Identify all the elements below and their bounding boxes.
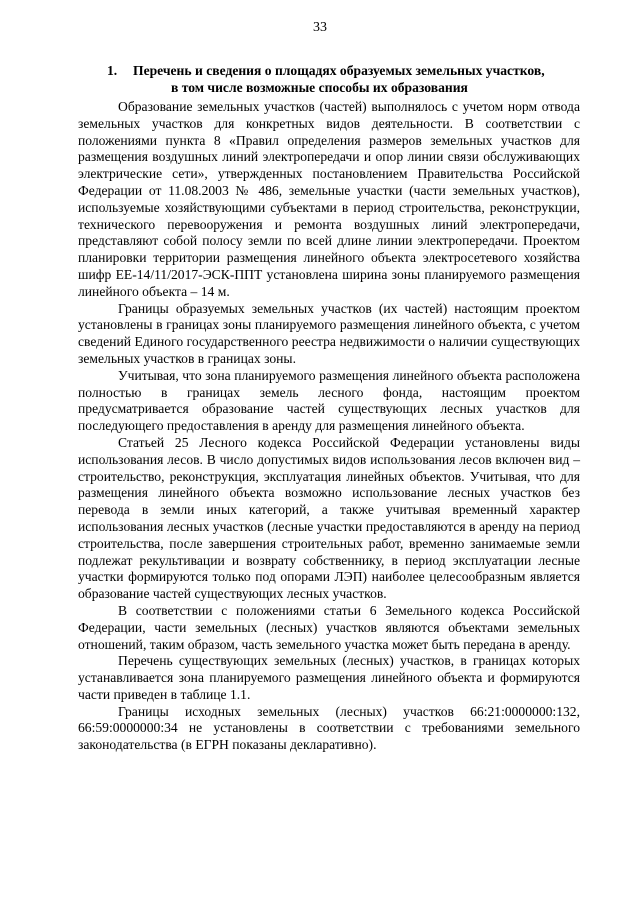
paragraph: Перечень существующих земельных (лесных) участков, в границах которых устанавливается зона планируемого размещения линейного объекта и формируются части приведен в таблице 1.1. [78, 653, 580, 702]
page-number: 33 [313, 20, 327, 35]
section-body [78, 99, 580, 754]
section-title-line-1: Перечень и сведения о площадях образуемых земельных участков, [133, 63, 545, 78]
section-title-line-2: в том числе возможные способы их образования [171, 80, 468, 95]
paragraph: Границы образуемых земельных участков (их частей) настоящим проектом установлены в границах зоны планируемого размещения линейного объекта, с учетом сведений Единого государственного реестра недвижимости о наличии существующих земельных участков в границах зоны. [78, 300, 580, 366]
paragraph: Статьей 25 Лесного кодекса Российской Федерации установлены виды использования лесов. В число допустимых видов использования лесов включен вид – строительство, реконструкция, эксплуатация линейных объектов. Учитывая, что для размещения линейного объекта возможно использование лесных участков без перевода в земли иных категорий, а также учитывая временный характер использования лесных участков (лесные участки предоставляются в аренду на период строительства, после завершения строительных работ, временно занимаемые земли подлежат рекультивации и возврату собственнику, в период эксплуатации лесные участки формируются только под опорами ЛЭП) наиболее целесообразным является образование частей существующих лесных участков. [78, 434, 580, 602]
paragraph: Учитывая, что зона планируемого размещения линейного объекта расположена полностью в границах земель лесного фонда, настоящим проектом предусматривается образование частей существующих лесных участков для последующего предоставления в аренду для размещения линейного объекта. [78, 367, 580, 434]
paragraph: В соответствии с положениями статьи 6 Земельного кодекса Российской Федерации, части земельных (лесных) участков являются объектами земельных отношений, таким образом, часть земельного участка может быть передана в аренду. [78, 602, 580, 652]
section-number: 1. [107, 63, 118, 78]
paragraph: Образование земельных участков (частей) выполнялось с учетом норм отвода земельных участков для конкретных видов деятельности. В соответствии с положениями пункта 8 «Правил определения размеров земельных участков для размещения воздушных линий электропередачи и опор линии связи обслуживающих электрические сети», утвержденных постановлением Правительства Российской Федерации от 11.08.2003 № 486, земельные участки (части земельных участков), используемые хозяйствующими субъектами в период строительства, реконструкции, технического перевооружения и ремонта воздушных линий электропередачи, представляют собой полосу земли по всей длине линии электропередачи. Проектом планировки территории размещения линейного объекта электросетевого хозяйства шифр ЕЕ-14/11/2017-ЭСК-ППТ установлена ширина зоны планируемого размещения линейного объекта – 14 м. [78, 99, 580, 299]
paragraph: Границы исходных земельных (лесных) участков 66:21:0000000:132, 66:59:0000000:34 не установлены в соответствии с требованиями земельного законодательства (в ЕГРН показаны декларативно). [78, 703, 580, 753]
